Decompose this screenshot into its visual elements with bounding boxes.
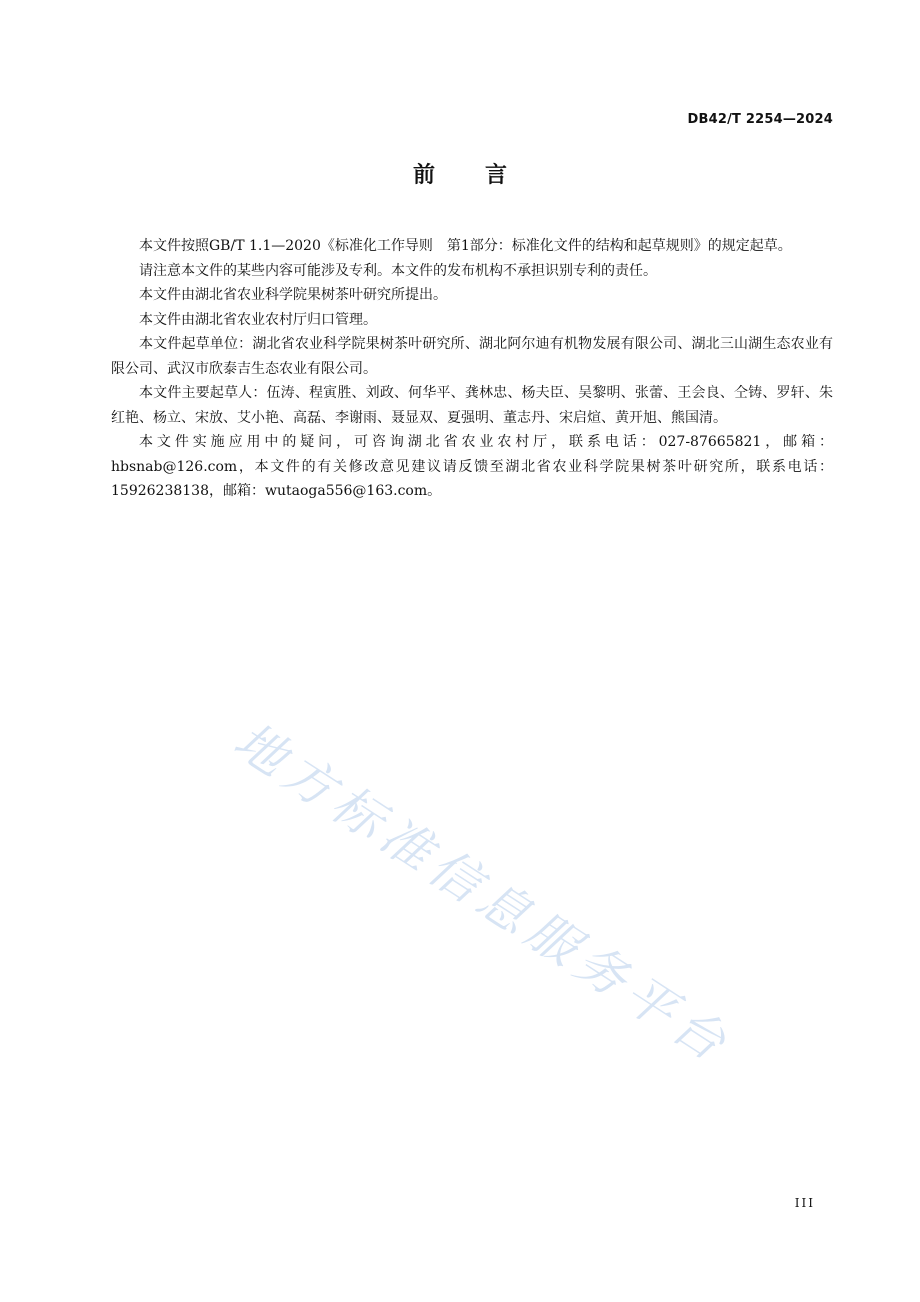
paragraph-patent-notice: 请注意本文件的某些内容可能涉及专利。本文件的发布机构不承担识别专利的责任。 — [139, 262, 657, 279]
page-title — [0, 158, 920, 189]
foreword-body — [111, 234, 833, 504]
paragraph-contact: 本文件实施应用中的疑问，可咨询湖北省农业农村厅，联系电话：027-87665821，邮箱：hbsnab@126.com，本文件的有关修改意见建议请反馈至湖北省农业科学院果树茶叶研究所，联系电话：15926238138，邮箱：wutaoga556@163.com。 — [111, 434, 833, 499]
paragraph-drafting-rules: 本文件按照GB/T 1.1—2020《标准化工作导则 第1部分：标准化文件的结构和起草规则》的规定起草。 — [139, 238, 792, 254]
paragraph-drafting-units: 本文件起草单位：湖北省农业科学院果树茶叶研究所、湖北阿尔迪有机物发展有限公司、湖北三山湖生态农业有限公司、武汉市欣泰吉生态农业有限公司。 — [111, 336, 833, 377]
watermark: 地方标准信息服务平台 — [223, 711, 742, 1076]
paragraph-drafters: 本文件主要起草人：伍涛、程寅胜、刘政、何华平、龚林忠、杨夫臣、吴黎明、张蕾、王会良、仝铸、罗轩、朱红艳、杨立、宋放、艾小艳、高磊、李谢雨、聂显双、夏强明、董志丹、宋启煊、黄开旭、熊国清。 — [111, 385, 833, 426]
page-number: III — [794, 1196, 815, 1210]
paragraph-administrator: 本文件由湖北省农业农村厅归口管理。 — [139, 311, 377, 328]
title-char-1: 前 — [412, 163, 435, 188]
paragraph-proposer: 本文件由湖北省农业科学院果树茶叶研究所提出。 — [139, 287, 447, 303]
document-code: DB42/T 2254—2024 — [687, 112, 833, 127]
title-char-2: 言 — [485, 163, 508, 188]
